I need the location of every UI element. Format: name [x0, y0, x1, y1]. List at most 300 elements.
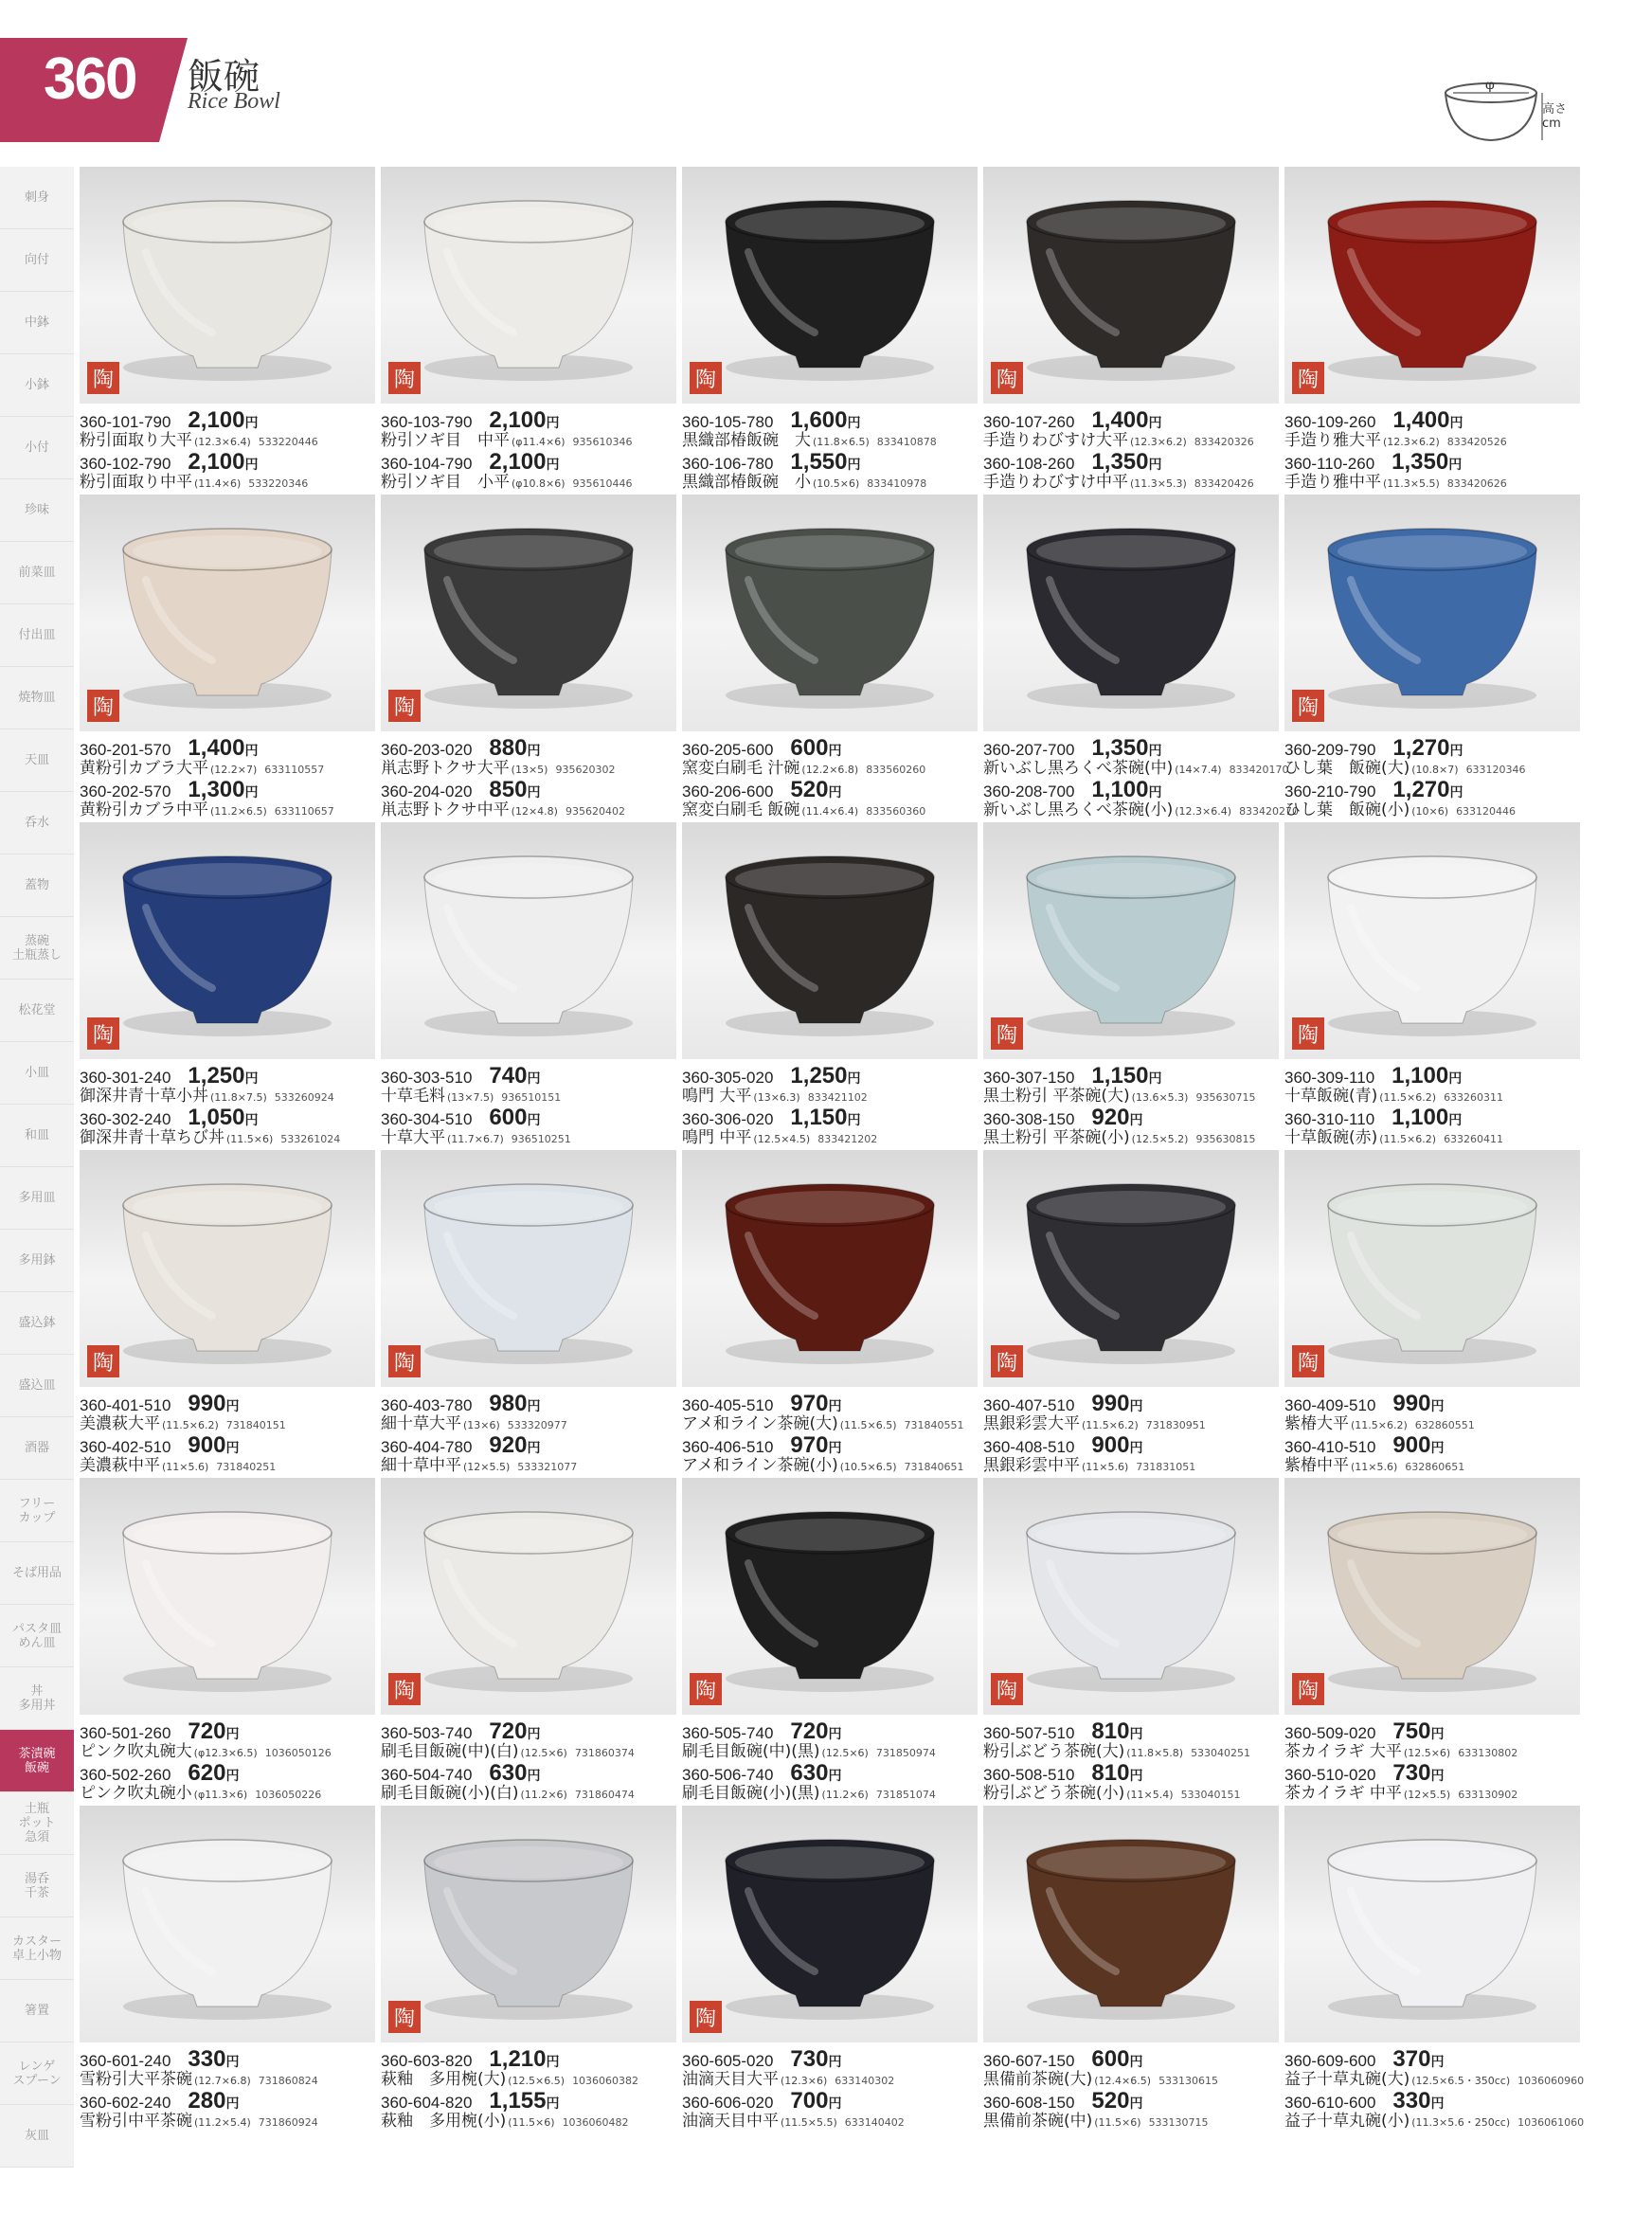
yen-label: 円: [1129, 1727, 1143, 1742]
product-code: 360-506-740: [682, 1766, 774, 1784]
sidebar-item[interactable]: レンゲ スプーン: [0, 2042, 74, 2105]
yen-label: 円: [1430, 1441, 1445, 1456]
yen-label: 円: [1430, 1399, 1445, 1414]
product-code: 360-105-780: [682, 413, 774, 431]
product-jan: 731840251: [216, 1461, 277, 1473]
product-dimensions: (11.8×5.8): [1126, 1747, 1184, 1759]
product-name-line: [682, 468, 995, 492]
product-jan: 731840651: [904, 1461, 964, 1473]
product-name: アメ和ライン茶碗(小): [682, 1456, 838, 1475]
sidebar-item[interactable]: 箸置: [0, 1980, 74, 2042]
pottery-badge: 陶: [87, 690, 119, 722]
product-card[interactable]: [983, 1806, 1279, 2132]
sidebar-item[interactable]: パスタ皿 めん皿: [0, 1605, 74, 1667]
yen-label: 円: [1129, 2096, 1143, 2112]
product-photo: [1284, 495, 1580, 731]
product-card[interactable]: [80, 1806, 375, 2132]
pottery-badge: 陶: [991, 1017, 1023, 1050]
product-card[interactable]: [80, 167, 375, 493]
product-code: 360-301-240: [80, 1069, 171, 1087]
product-code: 360-201-570: [80, 741, 171, 759]
product-name-line: [983, 468, 1296, 492]
pottery-badge: 陶: [991, 1345, 1023, 1377]
product-name-line: [682, 2065, 995, 2089]
product-dimensions: (11×5.6): [162, 1461, 209, 1473]
product-photo: [1284, 1150, 1580, 1387]
product-card[interactable]: [80, 1150, 375, 1476]
sidebar-item[interactable]: 小付: [0, 417, 74, 479]
rice-bowl-icon: [1284, 1478, 1580, 1715]
product-dimensions: (11.4×6): [194, 477, 242, 490]
product-name: 茶カイラギ 中平: [1284, 1784, 1402, 1803]
sidebar-item[interactable]: 付出皿: [0, 604, 74, 667]
product-name: 紫椿中平: [1284, 1456, 1349, 1475]
rice-bowl-icon: [80, 1806, 375, 2042]
product-jan: 1036050226: [255, 1789, 322, 1801]
product-name: 細十草大平: [381, 1414, 461, 1433]
product-jan: 633260411: [1444, 1133, 1504, 1145]
product-name: 黄粉引カブラ大平: [80, 759, 208, 778]
product-price: 810: [1091, 1760, 1130, 1786]
product-name-line: [80, 2107, 392, 2131]
product-price: 850: [489, 777, 528, 802]
product-jan: 633260311: [1444, 1091, 1504, 1104]
yen-label: 円: [244, 1071, 259, 1087]
rice-bowl-icon: [1284, 1806, 1580, 2042]
pottery-badge: 陶: [388, 362, 421, 394]
product-code: 360-605-020: [682, 2052, 774, 2070]
rice-bowl-icon: [381, 495, 676, 731]
product-name: 黒土粉引 平茶碗(大): [983, 1087, 1130, 1106]
product-name: 黒備前茶碗(大): [983, 2070, 1093, 2089]
product-name-line: [682, 1124, 995, 1147]
product-name: 粉引面取り大平: [80, 431, 192, 450]
product-price: 1,150: [790, 1105, 848, 1130]
product-photo: [80, 822, 375, 1059]
rice-bowl-icon: [682, 167, 978, 404]
product-jan: 533260924: [274, 1091, 334, 1104]
height-unit-label: 高さ cm: [1542, 102, 1568, 131]
product-jan: 533220446: [258, 436, 318, 448]
yen-label: 円: [225, 2055, 240, 2070]
product-name: 手造りわびすけ大平: [983, 431, 1128, 450]
sidebar-item[interactable]: 盛込皿: [0, 1355, 74, 1417]
product-card[interactable]: [1284, 495, 1580, 820]
sidebar-item[interactable]: 前菜皿: [0, 542, 74, 604]
pottery-badge: 陶: [991, 362, 1023, 394]
product-price: 1,400: [1392, 407, 1450, 433]
product-code: 360-503-740: [381, 1724, 473, 1742]
product-jan: 833420526: [1446, 436, 1507, 448]
product-name: 美濃萩大平: [80, 1414, 160, 1433]
product-code: 360-403-780: [381, 1396, 473, 1414]
product-card[interactable]: [381, 1150, 676, 1476]
product-dimensions: (11.5×6): [226, 1133, 274, 1145]
pottery-badge: 陶: [87, 362, 119, 394]
product-name-line: [682, 1779, 995, 1803]
product-dimensions: (13×6.3): [753, 1091, 800, 1104]
sidebar-item[interactable]: 茶漬碗 飯碗: [0, 1730, 74, 1792]
product-card[interactable]: [682, 822, 978, 1148]
sidebar-item[interactable]: 小鉢: [0, 354, 74, 417]
product-photo: [1284, 1806, 1580, 2042]
product-code: 360-207-700: [983, 741, 1075, 759]
product-price: 1,350: [1392, 449, 1449, 475]
product-name-line: [1284, 1410, 1597, 1433]
product-dimensions: (10.8×7): [1411, 764, 1459, 776]
product-photo: [682, 1150, 978, 1387]
product-card[interactable]: [682, 1478, 978, 1804]
pottery-badge: 陶: [388, 1345, 421, 1377]
rice-bowl-icon: [682, 1806, 978, 2042]
product-photo: [983, 1150, 1279, 1387]
product-name-line: [381, 1082, 693, 1106]
sidebar-item[interactable]: 松花堂: [0, 980, 74, 1042]
product-dimensions: (φ11.3×6): [193, 1789, 248, 1801]
product-price: 1,100: [1091, 777, 1149, 802]
product-jan: 533040251: [1191, 1747, 1251, 1759]
product-card[interactable]: [1284, 822, 1580, 1148]
sidebar-item[interactable]: 盛込鉢: [0, 1292, 74, 1355]
sidebar-item[interactable]: 珍味: [0, 479, 74, 542]
rice-bowl-icon: [682, 1150, 978, 1387]
product-name-line: [80, 2065, 392, 2089]
product-card[interactable]: [682, 167, 978, 493]
product-card[interactable]: [983, 495, 1300, 820]
product-card[interactable]: [80, 495, 375, 820]
rice-bowl-icon: [1284, 167, 1580, 404]
product-dimensions: (12.3×6): [781, 2075, 828, 2087]
yen-label: 円: [527, 1399, 541, 1414]
product-code: 360-306-020: [682, 1110, 774, 1128]
product-price: 2,100: [188, 449, 245, 475]
product-jan: 533130715: [1148, 2116, 1209, 2129]
product-photo: [80, 1478, 375, 1715]
pottery-badge: 陶: [87, 1345, 119, 1377]
product-name-line: [80, 1737, 392, 1761]
product-card[interactable]: [381, 495, 676, 820]
yen-label: 円: [546, 2096, 560, 2112]
product-code: 360-409-510: [1284, 1396, 1376, 1414]
product-dimensions: (11.5×6): [1094, 2116, 1141, 2129]
product-card[interactable]: [682, 495, 978, 820]
product-price: 990: [1392, 1391, 1431, 1416]
product-card[interactable]: [682, 1806, 978, 2132]
product-name: 鼡志野トクサ中平: [381, 801, 510, 819]
product-code: 360-309-110: [1284, 1069, 1375, 1087]
product-price: 1,250: [790, 1063, 848, 1089]
product-jan: 633140402: [844, 2116, 905, 2129]
yen-label: 円: [244, 744, 259, 759]
product-name: 萩釉 多用椀(小): [381, 2112, 507, 2131]
product-code: 360-304-510: [381, 1110, 473, 1128]
product-photo: [682, 1478, 978, 1715]
product-name: 黒織部椿飯碗 大: [682, 431, 811, 450]
yen-label: 円: [527, 1071, 541, 1087]
product-name-line: [682, 426, 995, 450]
product-jan: 731840551: [904, 1419, 964, 1431]
pottery-badge: 陶: [991, 1673, 1023, 1705]
product-name-line: [381, 754, 693, 778]
product-photo: [381, 1478, 676, 1715]
product-name: 粉引ぶどう茶碗(小): [983, 1784, 1125, 1803]
product-jan: 731860374: [574, 1747, 635, 1759]
product-code: 360-505-740: [682, 1724, 774, 1742]
pottery-badge: 陶: [1292, 690, 1324, 722]
sidebar-item[interactable]: 多用鉢: [0, 1230, 74, 1292]
product-price: 900: [1392, 1432, 1431, 1458]
product-card[interactable]: [1284, 167, 1580, 493]
product-photo: [983, 1806, 1279, 2042]
product-jan: 833410878: [876, 436, 937, 448]
product-name: 手造りわびすけ中平: [983, 473, 1128, 492]
sidebar-item[interactable]: 刺身: [0, 167, 74, 229]
product-name-line: [983, 426, 1296, 450]
product-name-line: [80, 426, 392, 450]
product-name: ひし葉 飯碗(小): [1284, 801, 1410, 819]
product-dimensions: (11.7×6.7): [447, 1133, 504, 1145]
sidebar-item[interactable]: 蓋物: [0, 855, 74, 917]
product-price: 520: [790, 777, 829, 802]
yen-label: 円: [225, 1441, 240, 1456]
product-code: 360-102-790: [80, 455, 171, 473]
sidebar-item[interactable]: 焼物皿: [0, 667, 74, 729]
product-card[interactable]: [682, 1150, 978, 1476]
product-name: 十草飯碗(青): [1284, 1087, 1378, 1106]
rice-bowl-icon: [983, 1150, 1279, 1387]
product-name: 黒銀彩雲中平: [983, 1456, 1080, 1475]
yen-label: 円: [527, 1113, 541, 1128]
pottery-badge: 陶: [1292, 1017, 1324, 1050]
product-name: 新いぶし黒ろくべ茶碗(中): [983, 759, 1174, 778]
product-price: 810: [1091, 1718, 1130, 1744]
rice-bowl-icon: [80, 1478, 375, 1715]
yen-label: 円: [1449, 785, 1463, 801]
rice-bowl-icon: [1284, 1150, 1580, 1387]
product-jan: 731831051: [1136, 1461, 1196, 1473]
pottery-badge: 陶: [87, 1017, 119, 1050]
product-code: 360-504-740: [381, 1766, 473, 1784]
product-dimensions: (12.5×6): [1403, 1747, 1451, 1759]
yen-label: 円: [527, 1727, 541, 1742]
product-name: 粉引ソギ目 中平: [381, 431, 510, 450]
product-name: 刷毛目飯碗(中)(白): [381, 1742, 519, 1761]
product-code: 360-305-020: [682, 1069, 774, 1087]
product-photo: [381, 1150, 676, 1387]
product-code: 360-508-510: [983, 1766, 1075, 1784]
yen-label: 円: [1129, 1113, 1143, 1128]
product-card[interactable]: [983, 822, 1279, 1148]
product-price: 1,050: [188, 1105, 245, 1130]
product-name-line: [1284, 1082, 1597, 1106]
product-price: 1,300: [188, 777, 245, 802]
product-name: 御深井青十草ちび丼: [80, 1128, 224, 1147]
sidebar-item[interactable]: 呑水: [0, 792, 74, 855]
product-name-line: [1284, 754, 1597, 778]
product-card[interactable]: [1284, 1806, 1585, 2132]
product-code: 360-210-790: [1284, 783, 1376, 801]
product-name-line: [80, 1779, 392, 1803]
product-card[interactable]: [983, 1150, 1279, 1476]
product-name: 窯変白刷毛 汁碗: [682, 759, 800, 778]
product-name-line: [1284, 2107, 1597, 2131]
product-dimensions: (12.5×6): [821, 1747, 869, 1759]
sidebar-item[interactable]: 灰皿: [0, 2105, 74, 2168]
product-photo: [983, 167, 1279, 404]
product-code: 360-510-020: [1284, 1766, 1376, 1784]
yen-label: 円: [225, 2096, 240, 2112]
product-card[interactable]: [983, 167, 1279, 493]
product-price: 1,550: [790, 449, 848, 475]
rice-bowl-icon: [80, 822, 375, 1059]
product-dimensions: (11.5×6.2): [1379, 1133, 1437, 1145]
product-name: 十草飯碗(赤): [1284, 1128, 1378, 1147]
yen-label: 円: [1148, 744, 1162, 759]
sidebar-item[interactable]: 丼 多用丼: [0, 1667, 74, 1730]
product-name: 刷毛目飯碗(小)(白): [381, 1784, 519, 1803]
product-card[interactable]: [1284, 1478, 1580, 1804]
product-code: 360-110-260: [1284, 455, 1375, 473]
product-card[interactable]: [80, 822, 375, 1148]
product-dimensions: (11×5.6): [1351, 1461, 1398, 1473]
yen-label: 円: [1448, 1071, 1463, 1087]
product-code: 360-302-240: [80, 1110, 171, 1128]
product-jan: 533321077: [517, 1461, 578, 1473]
sidebar-item[interactable]: 向付: [0, 229, 74, 292]
product-code: 360-101-790: [80, 413, 171, 431]
product-jan: 833420326: [1194, 436, 1254, 448]
product-dimensions: (10×6): [1411, 805, 1449, 818]
product-dimensions: (11.2×6): [520, 1789, 567, 1801]
product-price: 1,100: [1392, 1105, 1449, 1130]
product-photo: [381, 822, 676, 1059]
product-name-line: [983, 754, 1296, 778]
product-dimensions: (11.5×6.2): [1379, 1091, 1437, 1104]
page-subtitle: Rice Bowl: [188, 89, 280, 114]
product-code: 360-608-150: [983, 2094, 1075, 2112]
product-name: 鳴門 中平: [682, 1128, 752, 1147]
yen-label: 円: [244, 1113, 259, 1128]
product-name: 粉引ぶどう茶碗(大): [983, 1742, 1125, 1761]
sidebar-item[interactable]: 多用皿: [0, 1167, 74, 1230]
product-name: 雪粉引中平茶碗: [80, 2112, 192, 2131]
product-name: 新いぶし黒ろくべ茶碗(小): [983, 801, 1174, 819]
product-price: 980: [489, 1391, 528, 1416]
product-name: 粉引面取り中平: [80, 473, 192, 492]
sidebar-item[interactable]: そば用品: [0, 1542, 74, 1605]
product-name-line: [381, 2065, 693, 2089]
yen-label: 円: [828, 785, 842, 801]
product-code: 360-601-240: [80, 2052, 171, 2070]
product-card[interactable]: [381, 167, 676, 493]
product-name: 黒土粉引 平茶碗(小): [983, 1128, 1130, 1147]
sidebar-item[interactable]: フリー カップ: [0, 1480, 74, 1542]
rice-bowl-icon: [381, 1150, 676, 1387]
product-price: 1,155: [489, 2088, 547, 2114]
sidebar-item[interactable]: 中鉢: [0, 292, 74, 354]
product-name: アメ和ライン茶碗(大): [682, 1414, 838, 1433]
product-jan: 633110657: [274, 805, 334, 818]
yen-label: 円: [1430, 2055, 1445, 2070]
yen-label: 円: [546, 458, 560, 473]
yen-label: 円: [828, 2096, 842, 2112]
rice-bowl-icon: [381, 1806, 676, 2042]
page-title: 飯碗: [188, 56, 260, 98]
product-code: 360-604-820: [381, 2094, 473, 2112]
product-photo: [1284, 822, 1580, 1059]
product-name-line: [1284, 1451, 1597, 1475]
product-name: 十草大平: [381, 1128, 445, 1147]
product-name-line: [381, 2107, 693, 2131]
rice-bowl-icon: [983, 495, 1279, 731]
sidebar-item[interactable]: 土瓶 ポット 急須: [0, 1792, 74, 1855]
rice-bowl-icon: [983, 167, 1279, 404]
yen-label: 円: [527, 1769, 541, 1784]
product-card[interactable]: [381, 1806, 676, 2132]
product-photo: [381, 167, 676, 404]
product-card[interactable]: [1284, 1150, 1580, 1476]
product-photo: [682, 822, 978, 1059]
yen-label: 円: [546, 2055, 560, 2070]
product-price: 920: [489, 1432, 528, 1458]
product-name-line: [381, 426, 693, 450]
product-code: 360-107-260: [983, 413, 1075, 431]
product-name: ピンク吹丸碗小: [80, 1784, 192, 1803]
product-name-line: [983, 1737, 1296, 1761]
product-jan: 833420170: [1229, 764, 1289, 776]
product-jan: 833560260: [866, 764, 926, 776]
product-card[interactable]: [983, 1478, 1279, 1804]
product-code: 360-204-020: [381, 783, 473, 801]
product-jan: 731850974: [875, 1747, 936, 1759]
product-card[interactable]: [381, 822, 676, 1148]
yen-label: 円: [828, 1727, 842, 1742]
sidebar-item[interactable]: 蒸碗 土瓶蒸し: [0, 917, 74, 980]
product-dimensions: (12.3×6.4): [1175, 805, 1232, 818]
product-name-line: [682, 1410, 995, 1433]
product-dimensions: (13×7.5): [447, 1091, 494, 1104]
product-jan: 633130802: [1458, 1747, 1518, 1759]
product-price: 630: [790, 1760, 829, 1786]
product-photo: [983, 495, 1279, 731]
product-jan: 632860551: [1414, 1419, 1475, 1431]
sidebar-item[interactable]: 湯呑 千茶: [0, 1855, 74, 1917]
yen-label: 円: [1148, 458, 1162, 473]
product-name-line: [381, 468, 693, 492]
product-card[interactable]: [80, 1478, 375, 1804]
product-price: 730: [1392, 1760, 1431, 1786]
product-code: 360-108-260: [983, 455, 1075, 473]
product-name-line: [80, 1124, 392, 1147]
sidebar-item[interactable]: 和皿: [0, 1105, 74, 1167]
sidebar-item[interactable]: カスター 卓上小物: [0, 1917, 74, 1980]
product-code: 360-206-600: [682, 783, 774, 801]
sidebar-item[interactable]: 小皿: [0, 1042, 74, 1105]
product-card[interactable]: [381, 1478, 676, 1804]
product-price: 600: [1091, 2046, 1130, 2072]
product-photo: [80, 495, 375, 731]
product-jan: 935630815: [1195, 1133, 1256, 1145]
rice-bowl-icon: [381, 1478, 676, 1715]
product-name: 茶カイラギ 大平: [1284, 1742, 1402, 1761]
product-photo: [80, 1150, 375, 1387]
product-name-line: [1284, 426, 1597, 450]
yen-label: 円: [244, 458, 259, 473]
product-code: 360-406-510: [682, 1438, 774, 1456]
product-code: 360-610-600: [1284, 2094, 1376, 2112]
sidebar-item[interactable]: 酒器: [0, 1417, 74, 1480]
sidebar-item[interactable]: 天皿: [0, 729, 74, 792]
